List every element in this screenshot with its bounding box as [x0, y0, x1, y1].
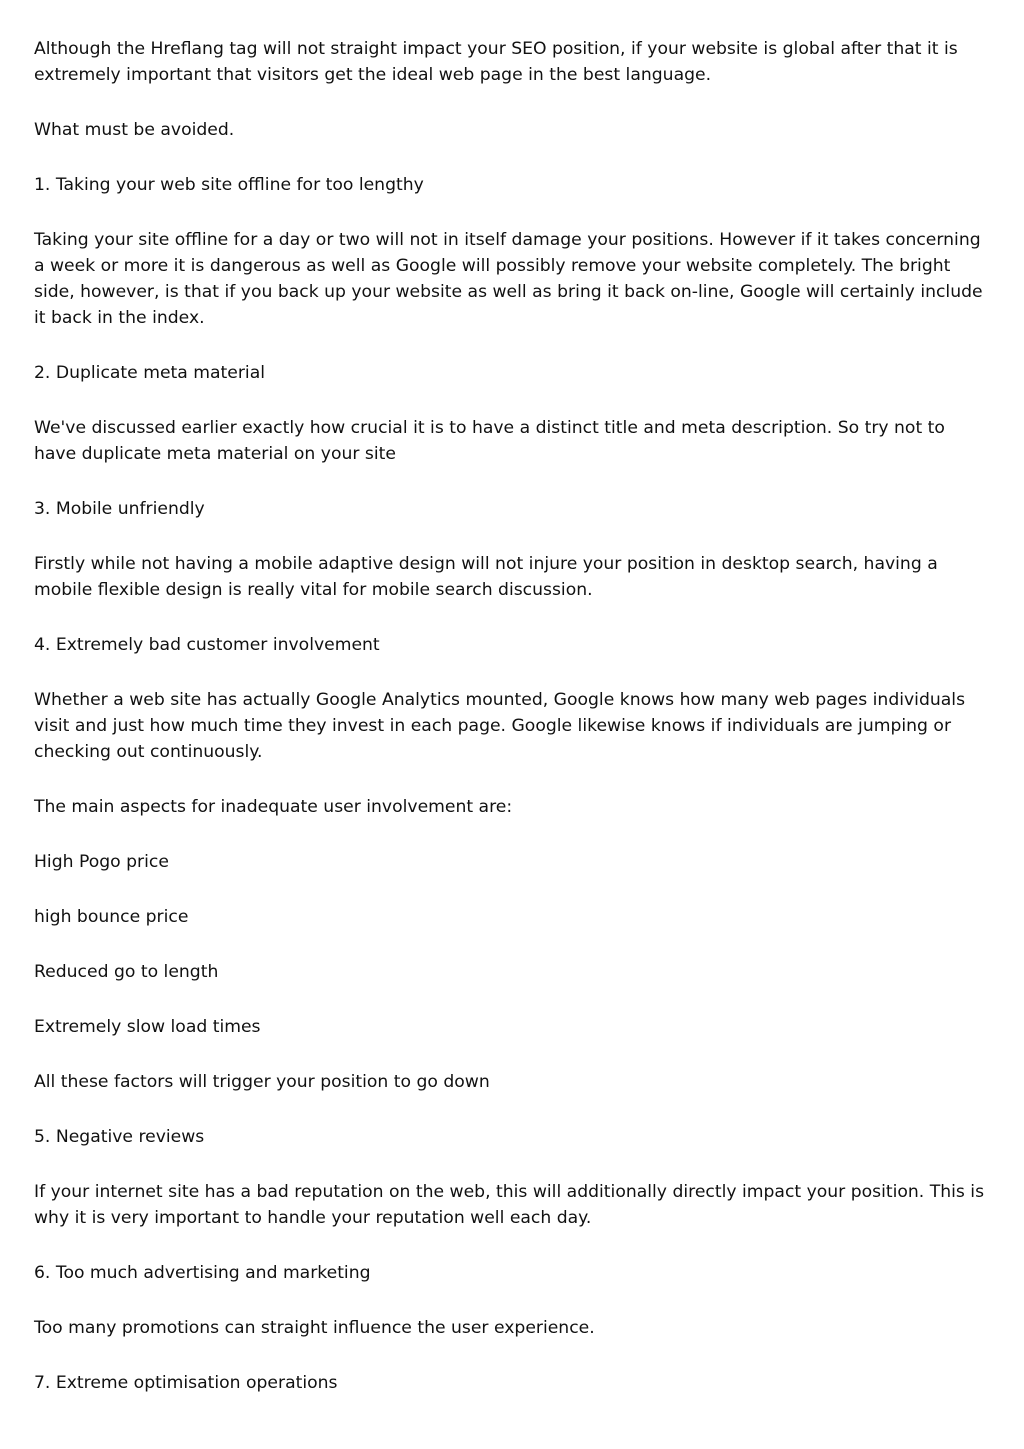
- document-page: [34, 36, 992, 1425]
- factors-summary: All these factors will trigger your position to go down: [34, 1072, 490, 1092]
- item-body-6: Too many promotions can straight influence the user experience.: [34, 1318, 595, 1338]
- item-heading-1: 1. Taking your web site offline for too lengthy: [34, 175, 424, 195]
- item-body-4: Whether a web site has actually Google Analytics mounted, Google knows how many web pages individuals visit and just how much time they invest in each page. Google likewise knows if individuals are jumping or checking out continuously.: [34, 690, 966, 762]
- item-heading-7: 7. Extreme optimisation operations: [34, 1373, 338, 1393]
- section-intro-heading: What must be avoided.: [34, 120, 235, 140]
- factor-item: Reduced go to length: [34, 962, 219, 982]
- item-heading-6: 6. Too much advertising and marketing: [34, 1263, 371, 1283]
- item-heading-2: 2. Duplicate meta material: [34, 363, 265, 383]
- factor-item: high bounce price: [34, 907, 189, 927]
- item-heading-3: 3. Mobile unfriendly: [34, 499, 205, 519]
- item-body-5: If your internet site has a bad reputation on the web, this will additionally directly impact your position. This is why it is very important to handle your reputation well each day.: [34, 1182, 985, 1228]
- item-body-3: Firstly while not having a mobile adaptive design will not injure your position in desktop search, having a mobile flexible design is really vital for mobile search discussion.: [34, 554, 938, 600]
- item-body-2: We've discussed earlier exactly how crucial it is to have a distinct title and meta description. So try not to have duplicate meta material on your site: [34, 418, 945, 464]
- item-heading-5: 5. Negative reviews: [34, 1127, 205, 1147]
- intro-paragraph: Although the Hreflang tag will not straight impact your SEO position, if your website is global after that it is extremely important that visitors get the ideal web page in the best language.: [34, 39, 958, 85]
- item-body-1: Taking your site offline for a day or two will not in itself damage your positions. However if it takes concerning a week or more it is dangerous as well as Google will possibly remove your website completely. The bright side, however, is that if you back up your website as well as bring it back on-line, Google will certainly include it back in the index.: [34, 230, 983, 328]
- item-heading-4: 4. Extremely bad customer involvement: [34, 635, 380, 655]
- factors-intro: The main aspects for inadequate user involvement are:: [34, 797, 513, 817]
- factor-item: Extremely slow load times: [34, 1017, 261, 1037]
- factor-item: High Pogo price: [34, 852, 169, 872]
